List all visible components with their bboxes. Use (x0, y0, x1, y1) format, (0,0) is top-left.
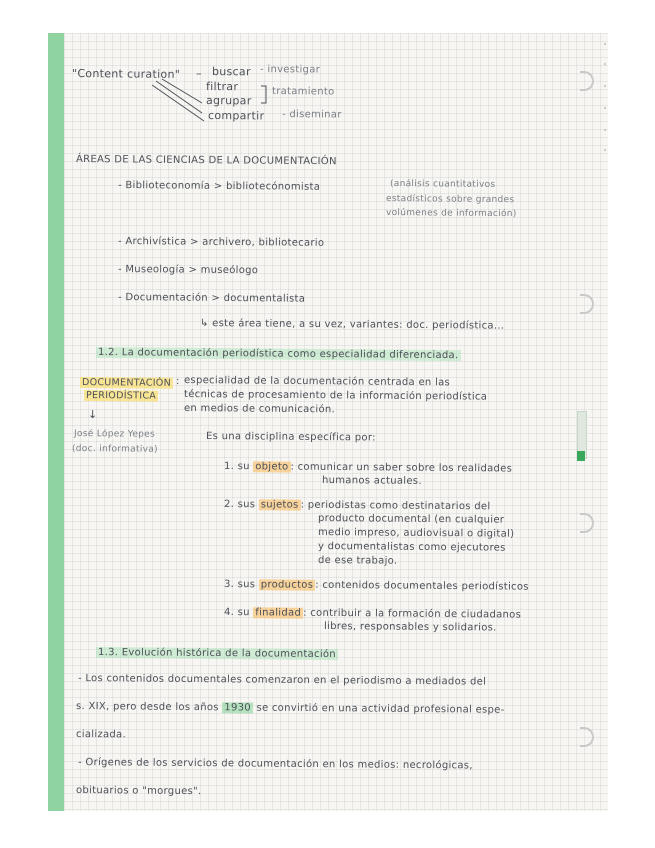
point-3-keyword: productos (260, 579, 314, 591)
author-note: (doc. informativa) (71, 444, 158, 455)
history-line2: s. XIX, pero desde los años 1930 se convirtió en una actividad profesional espe- (75, 701, 505, 716)
areas-title: ÁREAS DE LAS CIENCIAS DE LA DOCUMENTACIÓN (75, 154, 337, 168)
curation-step-agrupar: agrupar (205, 94, 252, 108)
notebook-page (48, 33, 608, 811)
section-1-2-title: 1.2. La documentación periodística como especialidad diferenciada. (97, 347, 459, 362)
term-colon: : (175, 376, 180, 388)
area-note-line1: (análisis cuantitativos (389, 179, 496, 190)
definition-line2: técnicas de procesamiento de la información periodística (183, 389, 488, 403)
history-line3: cializada. (75, 729, 127, 741)
area-item-biblioteconomia: - Biblioteconomía > bibliotecónomista (117, 180, 321, 193)
dash: – (195, 67, 202, 81)
point-4-keyword: finalidad (255, 607, 302, 619)
definition-line1: especialidad de la documentación centrada en las (183, 375, 451, 389)
point-1: 1. su objeto : comunicar un saber sobre los realidades (223, 461, 513, 475)
term-periodistica: PERIODÍSTICA (85, 390, 157, 402)
area-item-archivistica: - Archivística > archivero, bibliotecario (117, 236, 325, 249)
point-1-keyword: objeto (255, 461, 289, 473)
curation-note-investigar: - investigar (259, 64, 321, 76)
history-line4: - Orígenes de los servicios de documentación en los medios: necrológicas, (77, 757, 473, 772)
curation-note-tratamiento: tratamiento (271, 86, 335, 98)
content-curation-label: "Content curation" (71, 67, 181, 81)
binder-ring (580, 294, 594, 314)
point-2: 2. sus sujetos : periodistas como destinatarios del (223, 499, 491, 513)
point-4: 4. su finalidad : contribuir a la formación de ciudadanos (223, 607, 522, 621)
curation-step-filtrar: filtrar (205, 80, 239, 94)
point-2-cont4: de ese trabajo. (317, 555, 398, 567)
author-name: José López Yepes (73, 429, 156, 440)
point-1-cont: humanos actuales. (321, 475, 422, 487)
discipline-intro: Es una disciplina específica por: (205, 431, 376, 444)
area-item-museologia: - Museología > museólogo (117, 264, 259, 277)
point-2-cont2: medio impreso, audiovisual o digital) (317, 527, 515, 540)
area-variants-note: ↳ este área tiene, a su vez, variantes: doc. periodística... (199, 318, 505, 332)
year-highlight: 1930 (224, 702, 252, 714)
binder-ring (580, 727, 594, 747)
down-arrow-icon: ↓ (87, 408, 98, 422)
section-1-3-title: 1.3. Evolución histórica de la documentación (97, 647, 337, 661)
area-note-line3: volúmenes de información) (385, 208, 517, 220)
point-4-cont: libres, responsables y solidarios. (323, 621, 497, 634)
term-documentacion: DOCUMENTACIÓN (81, 377, 172, 389)
point-3: 3. sus productos : contenidos documentales periodísticos (223, 579, 529, 593)
page-tab-marker (577, 451, 585, 461)
history-line1: - Los contenidos documentales comenzaron en el periodismo a mediados del (77, 673, 487, 688)
curation-step-compartir: compartir (207, 109, 265, 123)
area-note-line2: estadísticos sobre grandes (385, 194, 515, 206)
point-2-cont3: y documentalistas como ejecutores (317, 541, 506, 554)
point-2-cont1: producto documental (en cualquier (317, 513, 505, 526)
area-item-documentacion: - Documentación > documentalista (117, 292, 306, 305)
history-line5: obituarios o "morgues". (75, 785, 202, 798)
curation-note-diseminar: - diseminar (281, 109, 342, 121)
definition-line3: en medios de comunicación. (183, 403, 336, 416)
binder-ring (580, 513, 594, 533)
curation-step-buscar: buscar (211, 65, 251, 79)
point-2-keyword: sujetos (260, 499, 299, 511)
